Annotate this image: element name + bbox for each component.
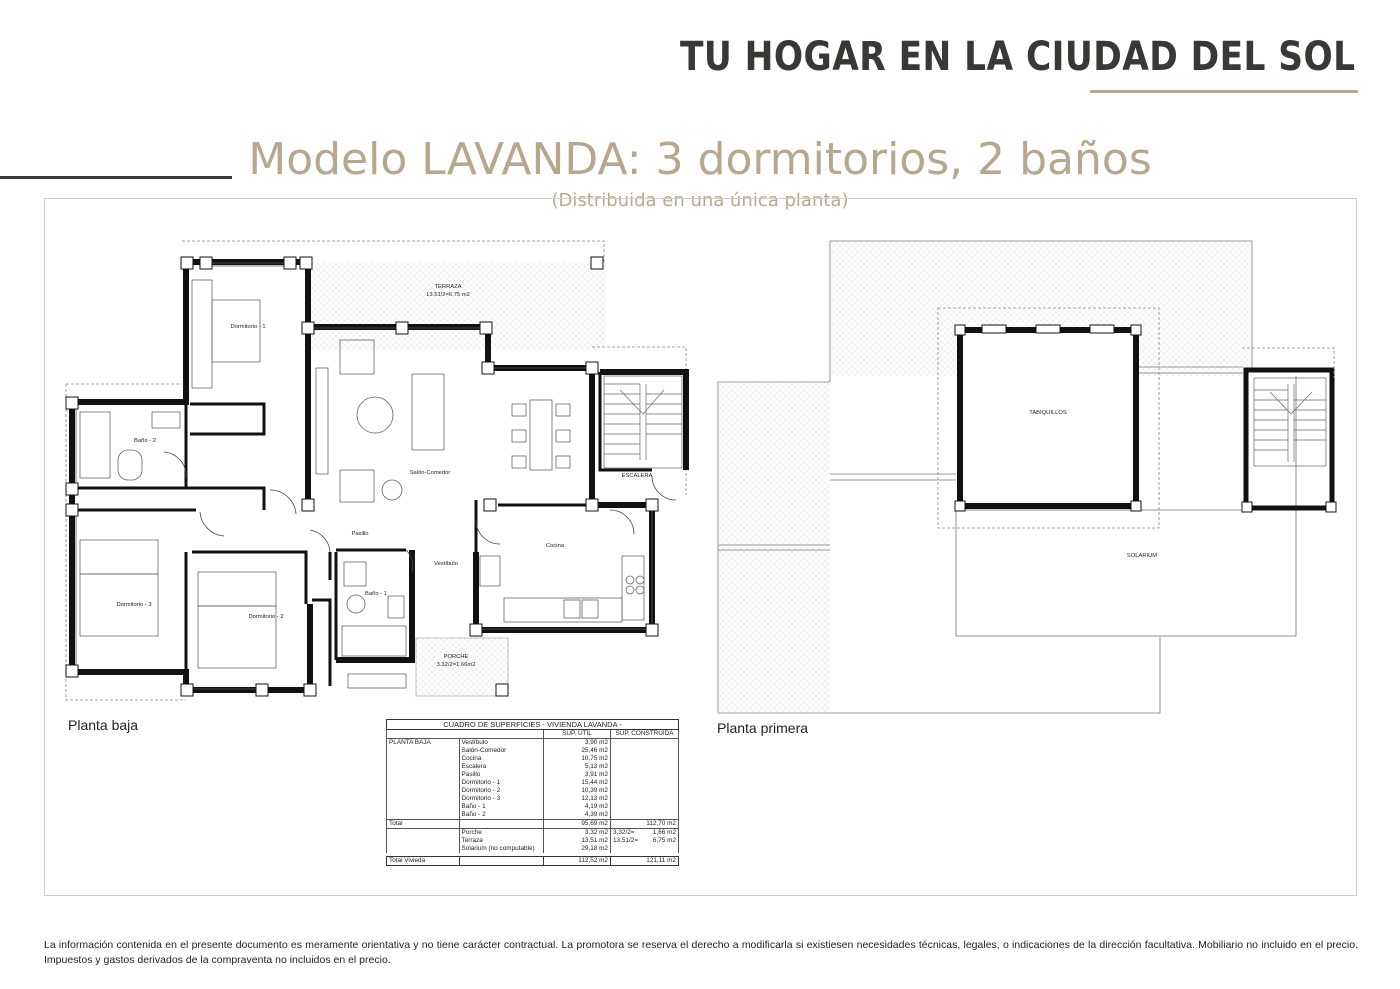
- table-row: [387, 795, 679, 803]
- row-util: 5,13 m2: [544, 763, 611, 771]
- row-name: Baño - 1: [459, 803, 544, 811]
- label-escalera: ESCALERA: [621, 473, 653, 479]
- label-salon-comedor: Salón-Comedor: [409, 470, 451, 476]
- total-construida: 112,70 m2: [611, 820, 679, 829]
- disclaimer: La información contenida en el presente documento es meramente orientativa y no tiene carácter contractual. La promotora se reserva el derecho a modificarla si existiesen necesidades técnicas, legales, o indicaciones de la dirección facultativa. Mobiliario no incluido en el precio. Impuestos y gastos derivados de la compraventa no incluidos en el precio.: [44, 939, 1358, 966]
- surfaces-rows: [387, 739, 679, 820]
- extra-construida: 6,75 m2: [646, 837, 679, 845]
- label-bano-1: Baño - 1: [365, 591, 387, 597]
- table-row: [387, 771, 679, 779]
- row-util: 10,75 m2: [544, 755, 611, 763]
- table-row: [387, 845, 679, 853]
- table-row: [387, 803, 679, 811]
- row-util: 4,39 m2: [544, 811, 611, 820]
- row-name: Cocina: [459, 755, 544, 763]
- surfaces-caption: CUADRO DE SUPERFICIES - VIVIENDA LAVANDA -: [387, 720, 679, 730]
- extra-util: 3,32 m2: [544, 829, 611, 838]
- grand-total-label: Total Vivieda: [387, 857, 460, 866]
- row-name: Pasillo: [459, 771, 544, 779]
- grand-total-construida: 121,11 m2: [611, 857, 679, 866]
- table-row: [387, 811, 679, 820]
- table-row: [387, 747, 679, 755]
- total-util: 95,69 m2: [544, 820, 611, 829]
- surfaces-table: [386, 719, 679, 866]
- row-name: Baño - 2: [459, 811, 544, 820]
- model-subtitle: (Distribuida en una única planta): [551, 190, 849, 211]
- extra-util: 13,51 m2: [544, 837, 611, 845]
- row-util: 3,91 m2: [544, 771, 611, 779]
- label-cocina: Cocina: [545, 543, 565, 549]
- row-util: 12,13 m2: [544, 795, 611, 803]
- section-label: PLANTA BAJA: [387, 739, 460, 748]
- row-util: 3,90 m2: [544, 739, 611, 748]
- solarium-area: [956, 510, 1296, 636]
- row-util: 15,44 m2: [544, 779, 611, 787]
- total-label: Total: [387, 820, 460, 829]
- row-name: Salón-Comedor: [459, 747, 544, 755]
- label-terraza: TERRAZA: [434, 284, 462, 290]
- extra-formula: [611, 845, 646, 853]
- surfaces-extras: [387, 829, 679, 854]
- extra-name: Terraza: [459, 837, 544, 845]
- label-dormitorio-2: Dormitorio - 2: [248, 614, 284, 620]
- row-name: Dormitorio - 1: [459, 779, 544, 787]
- table-row: [387, 755, 679, 763]
- row-name: Dormitorio - 3: [459, 795, 544, 803]
- ground-floor-label: Planta baja: [68, 717, 139, 733]
- surfaces-table-grid: [386, 719, 679, 866]
- extra-util: 29,18 m2: [544, 845, 611, 853]
- extra-construida: [646, 845, 679, 853]
- label-bano-2: Baño - 2: [134, 438, 156, 444]
- label-dormitorio-1: Dormitorio - 1: [230, 324, 266, 330]
- label-vestibulo: Vestíbulo: [434, 561, 458, 567]
- extra-formula: 3,32/2=: [611, 829, 646, 838]
- first-floor-label: Planta primera: [717, 720, 809, 736]
- label-dormitorio-3: Dormitorio - 3: [116, 602, 152, 608]
- label-porche-area: 3.32/2=1.66m2: [436, 662, 476, 668]
- col-sup-util: SUP. UTIL: [544, 730, 611, 739]
- first-floor-plan: [718, 241, 1336, 713]
- grand-total-util: 112,52 m2: [544, 857, 611, 866]
- row-name: Vestíbulo: [459, 739, 544, 748]
- row-util: 10,39 m2: [544, 787, 611, 795]
- tagline: TU HOGAR EN LA CIUDAD DEL SOL: [680, 34, 1356, 80]
- table-row: [387, 829, 679, 838]
- table-row: [387, 779, 679, 787]
- ground-floor-plan: [66, 241, 686, 700]
- label-terraza-area: 13.51/2=6.75 m2: [426, 292, 470, 298]
- tabiquillos-room: [960, 330, 1136, 506]
- extra-formula: 13,51/2=: [611, 837, 646, 845]
- table-row: [387, 763, 679, 771]
- row-name: Dormitorio - 2: [459, 787, 544, 795]
- model-title: Modelo LAVANDA: 3 dormitorios, 2 baños: [248, 134, 1152, 185]
- label-tabiquillos: TABIQUILLOS: [1029, 410, 1067, 416]
- row-name: Escalera: [459, 763, 544, 771]
- table-row: [387, 837, 679, 845]
- terrace-area: [308, 262, 606, 350]
- label-porche: PORCHE: [443, 654, 469, 660]
- row-util: 4,19 m2: [544, 803, 611, 811]
- label-solarium: SOLARIUM: [1126, 553, 1158, 559]
- extra-name: Solarium (no computable): [459, 845, 544, 853]
- extra-construida: 1,66 m2: [646, 829, 679, 838]
- extra-name: Porche: [459, 829, 544, 838]
- col-sup-construida: SUP. CONSTRUIDA: [611, 730, 679, 739]
- row-util: 25,46 m2: [544, 747, 611, 755]
- table-row: [387, 787, 679, 795]
- label-pasillo: Pasillo: [351, 531, 369, 537]
- table-row: [387, 739, 679, 748]
